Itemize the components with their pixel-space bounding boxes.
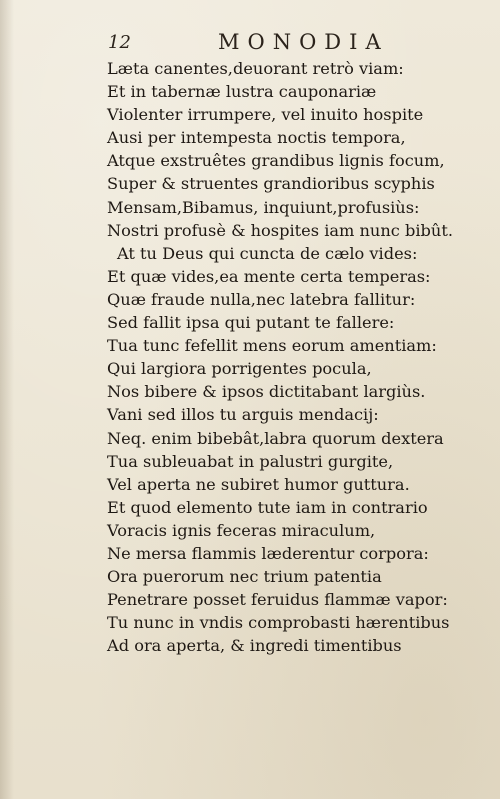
verse-line: Et quæ vides,ea mente certa temperas: <box>107 266 431 286</box>
verse-line: Ora puerorum nec trium patentia <box>107 567 382 587</box>
verse-line: Et in tabernæ lustra cauponariæ <box>107 82 377 102</box>
verse-line: Ausi per intempesta noctis tempora, <box>107 128 406 148</box>
verse-line: Atque exstruêtes grandibus lignis focum, <box>107 151 445 171</box>
verse-line: At tu Deus qui cuncta de cælo vides: <box>117 243 418 263</box>
verse-text-block <box>107 57 492 657</box>
gutter-shadow <box>0 0 14 799</box>
verse-line: Vani sed illos tu arguis mendacij: <box>107 405 379 425</box>
verse-line: Neq. enim bibebât,labra quorum dextera <box>107 428 444 448</box>
page-header <box>108 30 408 56</box>
verse-line: Læta canentes,deuorant retrò viam: <box>107 59 404 78</box>
verse-line: Vel aperta ne subiret humor guttura. <box>107 474 410 494</box>
verse-line: Tu nunc in vndis comprobasti hærentibus <box>107 613 450 633</box>
verse-line: Tua tunc fefellit mens eorum amentiam: <box>107 336 437 356</box>
verse-line: Et quod elemento tute iam in contrario <box>107 497 428 517</box>
verse-line: Voracis ignis feceras miraculum, <box>107 520 376 540</box>
verse-line: Mensam,Bibamus, inquiunt,profusiùs: <box>107 197 420 217</box>
verse-line: Penetrare posset feruidus flammæ vapor: <box>107 590 448 610</box>
verse-line: Violenter irrumpere, vel inuito hospite <box>107 105 424 125</box>
verse-line: Nos bibere & ipsos dictitabant largiùs. <box>107 382 426 402</box>
verse-line: Nostri profusè & hospites iam nunc bibût. <box>107 220 453 240</box>
verse-line: Ad ora aperta, & ingredi timentibus <box>107 636 402 656</box>
verse-line: Sed fallit ipsa qui putant te fallere: <box>107 313 395 333</box>
verse-line: Super & struentes grandioribus scyphis <box>107 174 435 194</box>
running-title: MONODIA <box>218 30 389 54</box>
verse-line: Quæ fraude nulla,nec latebra fallitur: <box>107 289 416 309</box>
verse-line: Qui largiora porrigentes pocula, <box>107 359 372 379</box>
verse-line: Tua subleuabat in palustri gurgite, <box>107 451 394 471</box>
verse-line: Ne mersa flammis læderentur corpora: <box>107 543 429 563</box>
page-number: 12 <box>108 32 131 53</box>
